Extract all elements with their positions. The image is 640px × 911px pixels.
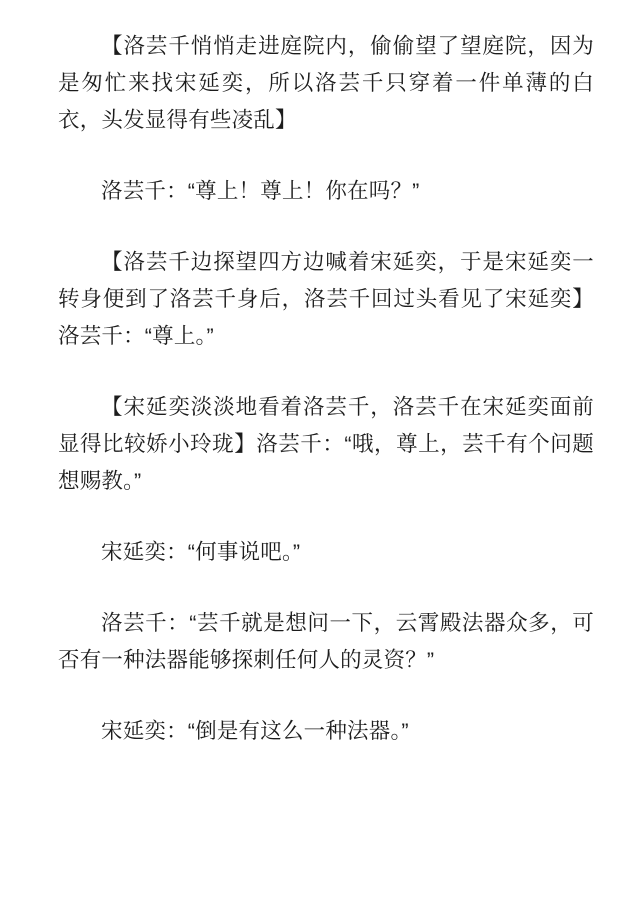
paragraph-1: 【洛芸千悄悄走进庭院内，偷偷望了望庭院，因为是匆忙来找宋延奕，所以洛芸千只穿着一件单薄的白衣，头发显得有些凌乱】	[58, 34, 594, 132]
paragraph-7: 宋延奕：“倒是有这么一种法器。”	[101, 718, 409, 743]
paragraph-5: 宋延奕：“何事说吧。”	[101, 539, 301, 564]
paragraph-4: 【宋延奕淡淡地看着洛芸千，洛芸千在宋延奕面前显得比较娇小玲珑】洛芸千：“哦，尊上，芸千有个问题想赐教。”	[58, 394, 594, 493]
paragraph-2: 洛芸千：“尊上！尊上！你在吗？”	[101, 178, 420, 203]
paragraph-3: 【洛芸千边探望四方边喊着宋延奕，于是宋延奕一转身便到了洛芸千身后，洛芸千回过头看见了宋延奕】洛芸千：“尊上。”	[58, 249, 594, 348]
paragraph-6: 洛芸千：“芸千就是想问一下，云霄殿法器众多，可否有一种法器能够探刺任何人的灵资？”	[58, 610, 594, 672]
